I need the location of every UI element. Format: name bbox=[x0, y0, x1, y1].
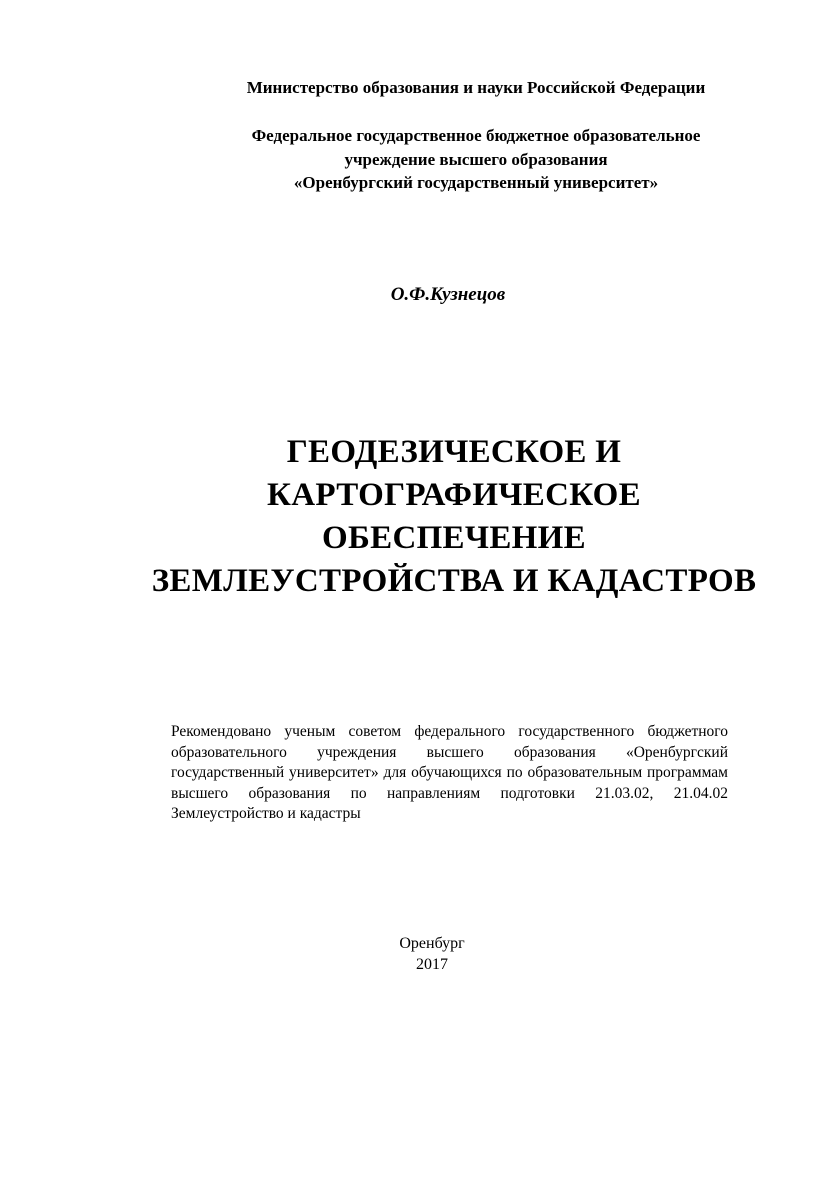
publication-year: 2017 bbox=[416, 956, 448, 973]
institution-line-3: «Оренбургский государственный университет» bbox=[293, 173, 659, 192]
recommendation-text: Рекомендовано ученым советом федерального государственного бюджетного образовательного учреждения высшего образования «Оренбургский государственный университет» для обучающихся по образовательным программам высшего образования по направлениям подготовки 21.03.02, 21.04.02 Землеустройство и кадастры bbox=[171, 723, 728, 822]
publication-city: Оренбург bbox=[399, 935, 465, 952]
book-title-line-4: ЗЕМЛЕУСТРОЙСТВА И КАДАСТРОВ bbox=[151, 563, 757, 599]
book-title-line-1: ГЕОДЕЗИЧЕСКОЕ И bbox=[286, 434, 622, 470]
book-title-line-3: ОБЕСПЕЧЕНИЕ bbox=[322, 520, 586, 556]
author-name: О.Ф.Кузнецов bbox=[390, 284, 506, 305]
book-title-line-2: КАРТОГРАФИЧЕСКОЕ bbox=[267, 477, 641, 513]
institution-line-1: Федеральное государственное бюджетное образовательное bbox=[251, 126, 701, 145]
institution-line-2: учреждение высшего образования bbox=[344, 150, 608, 169]
ministry-name: Министерство образования и науки Российской Федерации bbox=[246, 78, 706, 97]
